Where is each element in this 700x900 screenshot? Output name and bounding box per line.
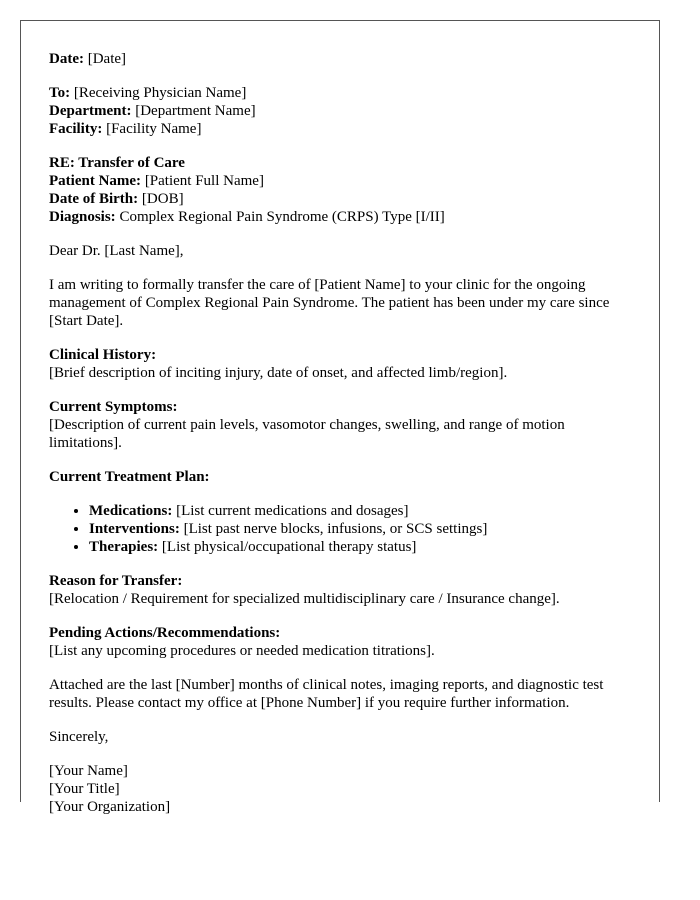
reason-for-transfer-body: [Relocation / Requirement for specialized multidisciplinary care / Insurance change]. xyxy=(49,591,560,607)
department-line xyxy=(49,102,631,120)
department-label: Department: xyxy=(49,103,132,119)
list-item xyxy=(89,502,631,520)
therapies-value: [List physical/occupational therapy status] xyxy=(161,539,417,555)
medications-label: Medications: xyxy=(89,503,173,519)
date-line xyxy=(49,50,631,68)
patient-name-line xyxy=(49,172,631,190)
facility-label: Facility: xyxy=(49,121,103,137)
therapies-label: Therapies: xyxy=(89,539,159,555)
to-line xyxy=(49,84,631,102)
patient-name-value: [Patient Full Name] xyxy=(144,173,264,189)
dob-value: [DOB] xyxy=(141,191,184,207)
re-subject: RE: Transfer of Care xyxy=(49,155,185,171)
list-item xyxy=(89,538,631,556)
treatment-plan-list xyxy=(49,502,631,556)
medications-value: [List current medications and dosages] xyxy=(176,503,409,519)
attachments-paragraph: Attached are the last [Number] months of clinical notes, imaging reports, and diagnostic test results. Please contact my office at [Phone Number] if you require further information. xyxy=(49,677,604,711)
facility-line xyxy=(49,120,631,138)
closing: Sincerely, xyxy=(49,729,109,745)
treatment-plan-heading xyxy=(49,468,631,486)
treatment-plan-heading-text: Current Treatment Plan: xyxy=(49,469,210,485)
letter-page xyxy=(20,20,660,815)
current-symptoms-section xyxy=(49,398,631,452)
department-value: [Department Name] xyxy=(135,103,256,119)
patient-name-label: Patient Name: xyxy=(49,173,142,189)
signature-title: [Your Title] xyxy=(49,781,120,797)
signature-name: [Your Name] xyxy=(49,763,128,779)
dob-line xyxy=(49,190,631,208)
signature-organization: [Your Organization] xyxy=(49,799,171,815)
date-label: Date: xyxy=(49,51,84,67)
diagnosis-label: Diagnosis: xyxy=(49,209,116,225)
to-value: [Receiving Physician Name] xyxy=(73,85,247,101)
clinical-history-body: [Brief description of inciting injury, date of onset, and affected limb/region]. xyxy=(49,365,508,381)
reason-for-transfer-section xyxy=(49,572,631,608)
reason-for-transfer-heading: Reason for Transfer: xyxy=(49,573,183,589)
current-symptoms-heading: Current Symptoms: xyxy=(49,399,178,415)
re-block xyxy=(49,154,631,226)
diagnosis-value: Complex Regional Pain Syndrome (CRPS) Type [I/II] xyxy=(119,209,445,225)
salutation: Dear Dr. [Last Name], xyxy=(49,243,184,259)
interventions-value: [List past nerve blocks, infusions, or SCS settings] xyxy=(183,521,488,537)
list-item xyxy=(89,520,631,538)
to-label: To: xyxy=(49,85,71,101)
dob-label: Date of Birth: xyxy=(49,191,139,207)
pending-actions-heading: Pending Actions/Recommendations: xyxy=(49,625,281,641)
interventions-label: Interventions: xyxy=(89,521,180,537)
pending-actions-section xyxy=(49,624,631,660)
clinical-history-section xyxy=(49,346,631,382)
current-symptoms-body: [Description of current pain levels, vasomotor changes, swelling, and range of motion limitations]. xyxy=(49,417,565,451)
recipient-block xyxy=(49,84,631,138)
facility-value: [Facility Name] xyxy=(106,121,202,137)
letter-content xyxy=(49,50,631,832)
date-value: [Date] xyxy=(87,51,127,67)
intro-paragraph: I am writing to formally transfer the care of [Patient Name] to your clinic for the ongoing management of Complex Regional Pain Syndrome. The patient has been under my care since [Start Date]. xyxy=(49,277,610,329)
signature-block xyxy=(49,762,631,816)
clinical-history-heading: Clinical History: xyxy=(49,347,157,363)
pending-actions-body: [List any upcoming procedures or needed medication titrations]. xyxy=(49,643,435,659)
diagnosis-line xyxy=(49,208,631,226)
